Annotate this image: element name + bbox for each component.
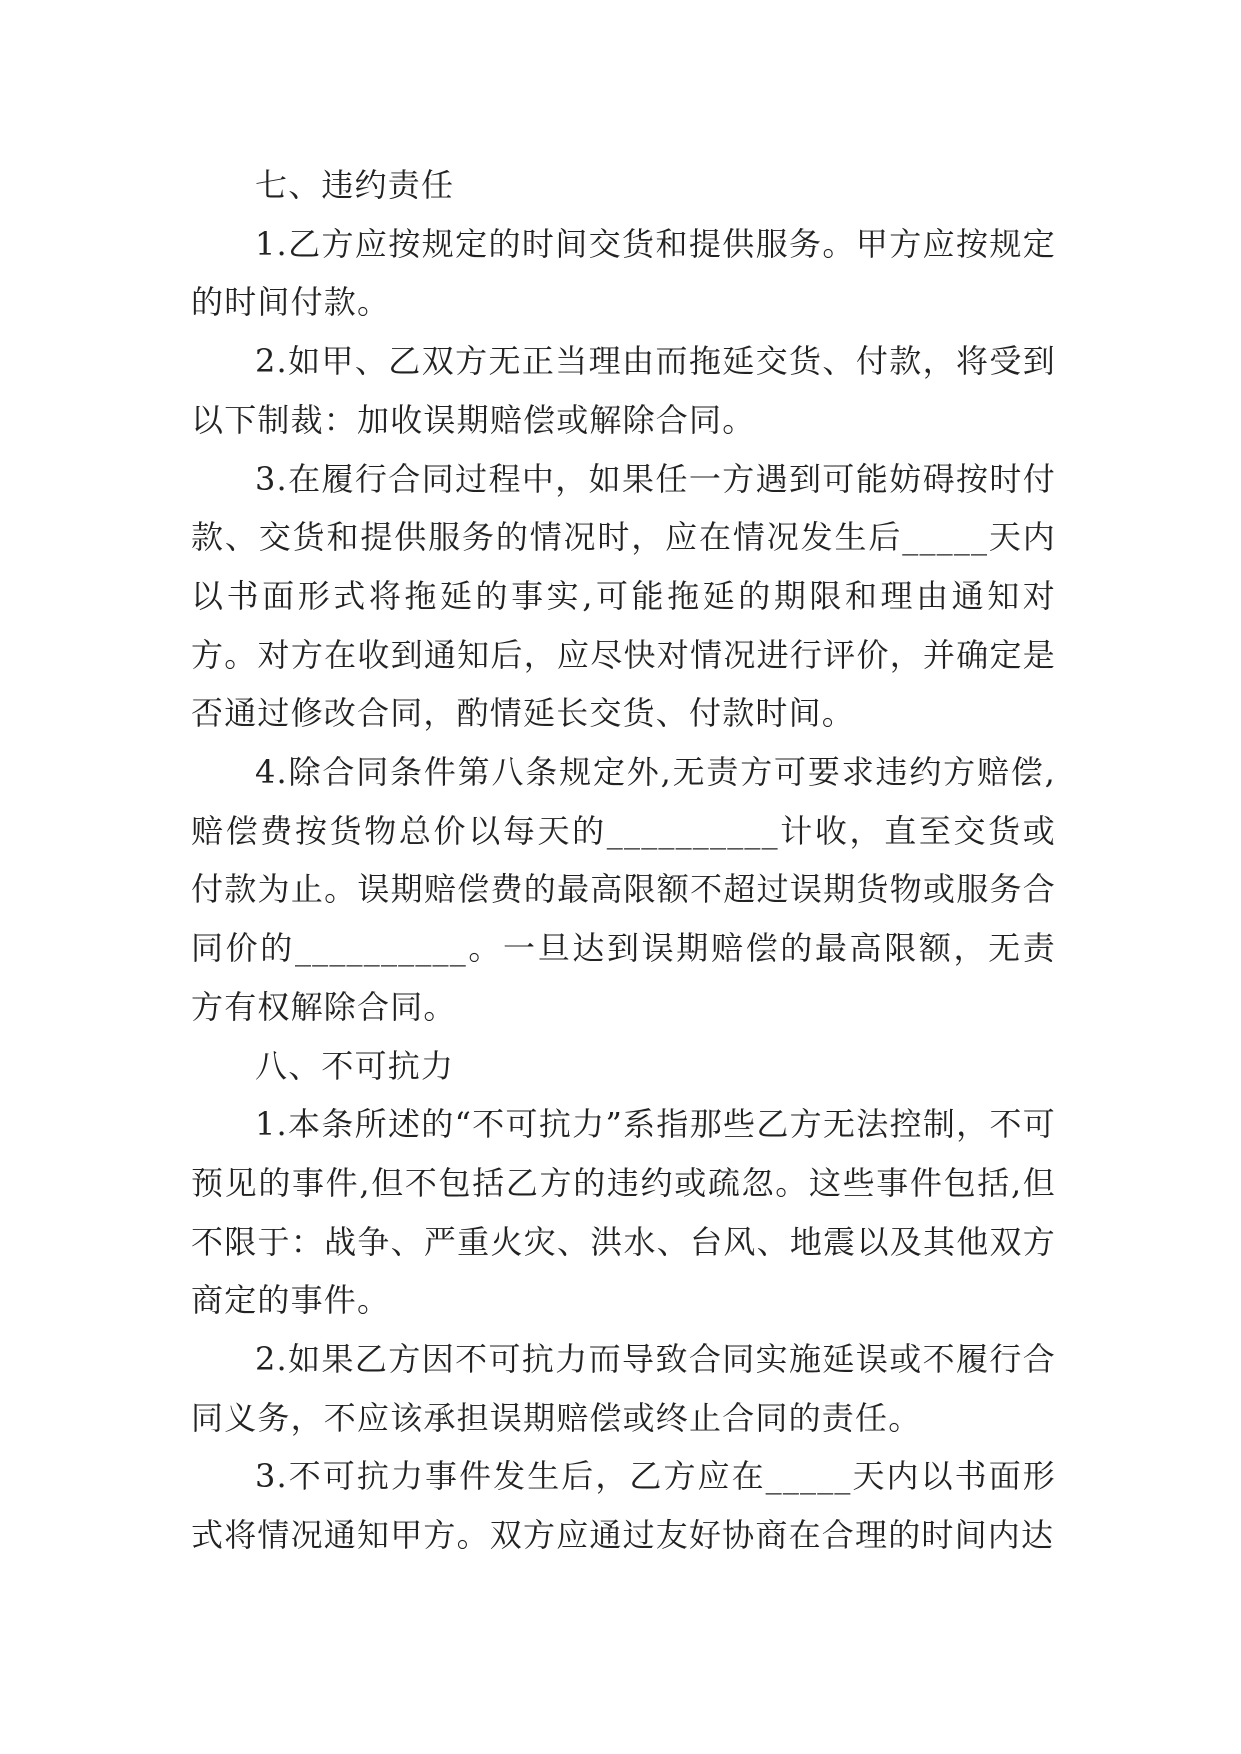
clause-8-1: 1.本条所述的“不可抗力”系指那些乙方无法控制，不可预见的事件,但不包括乙方的违约或疏忽。这些事件包括,但不限于：战争、严重火灾、洪水、台风、地震以及其他双方商定的事件。 (191, 1105, 1056, 1320)
clause-7-2: 2.如甲、乙双方无正当理由而拖延交货、付款，将受到以下制裁：加收误期赔偿或解除合同。 (191, 342, 1056, 439)
clause-7-1: 1.乙方应按规定的时间交货和提供服务。甲方应按规定的时间付款。 (191, 224, 1056, 322)
document-body (191, 156, 1056, 1565)
clause-8-2: 2.如果乙方因不可抗力而导致合同实施延误或不履行合同义务，不应该承担误期赔偿或终止合同的责任。 (191, 1340, 1056, 1437)
clause-7-4: 4.除合同条件第八条规定外,无责方可要求违约方赔偿,赔偿费按货物总价以每天的__________计收，直至交货或付款为止。误期赔偿费的最高限额不超过误期货物或服务合同价的__________。一旦达到误期赔偿的最高限额，无责方有权解除合同。 (191, 753, 1056, 1026)
section-heading-breach-liability: 七、违约责任 (255, 166, 455, 204)
clause-8-3: 3.不可抗力事件发生后，乙方应在_____天内以书面形式将情况通知甲方。双方应通过友好协商在合理的时间内达 (191, 1457, 1056, 1555)
section-heading-force-majeure: 八、不可抗力 (255, 1046, 455, 1085)
clause-7-3: 3.在履行合同过程中，如果任一方遇到可能妨碍按时付款、交货和提供服务的情况时，应在情况发生后_____天内以书面形式将拖延的事实,可能拖延的期限和理由通知对方。对方在收到通知后，应尽快对情况进行评价，并确定是否通过修改合同，酌情延长交货、付款时间。 (191, 459, 1056, 733)
